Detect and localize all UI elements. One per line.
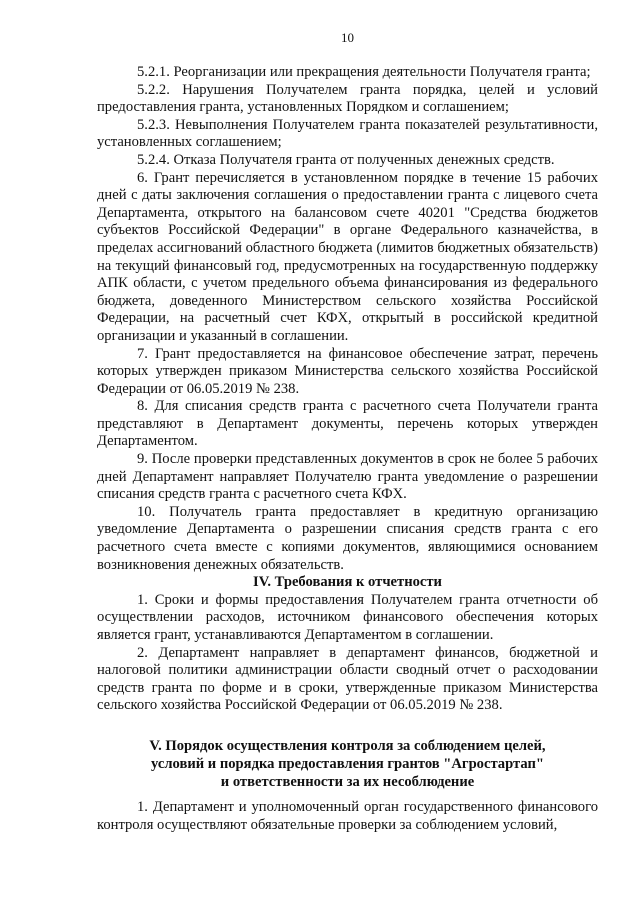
section-5-heading xyxy=(97,737,598,791)
paragraph-10: 10. Получатель гранта предоставляет в кредитную организацию уведомление Департамента о разрешении списания средств гранта с его расчетного счета вместе с копиями документов, являющимися основанием возникновения денежных обязательств. xyxy=(97,503,598,573)
section-5-heading-line: и ответственности за их несоблюдение xyxy=(220,773,475,790)
paragraph-5-2-4: 5.2.4. Отказа Получателя гранта от полученных денежных средств. xyxy=(137,151,555,168)
page-number: 10 xyxy=(341,30,354,45)
document-page xyxy=(97,30,598,834)
section-5-heading-line: V. Порядок осуществления контроля за соблюдением целей, xyxy=(149,737,546,754)
section-4-paragraph-1: 1. Сроки и формы предоставления Получателем гранта отчетности об осуществлении расходов, источником финансового обеспечения которых является грант, устанавливаются Департаментом в соглашении. xyxy=(97,591,598,643)
paragraph-5-2-2: 5.2.2. Нарушения Получателем гранта порядка, целей и условий предоставления гранта, установленных Порядком и соглашением; xyxy=(97,81,598,116)
section-4-paragraph-2: 2. Департамент направляет в департамент финансов, бюджетной и налоговой политики администрации области сводный отчет о расходовании средств гранта по форме и в сроки, утвержденные приказом Министерства сельского хозяйства Российской Федерации от 06.05.2019 № 238. xyxy=(97,644,598,714)
paragraph-9: 9. После проверки представленных документов в срок не более 5 рабочих дней Департамент направляет Получателю гранта уведомление о разрешении списания средств гранта с расчетного счета КФХ. xyxy=(97,451,598,503)
section-5-paragraph-1: 1. Департамент и уполномоченный орган государственного финансового контроля осуществляют обязательные проверки за соблюдением условий, xyxy=(97,798,598,833)
paragraph-6: 6. Грант перечисляется в установленном порядке в течение 15 рабочих дней с даты заключения соглашения о предоставлении гранта с лицевого счета Департамента, открытого на балансовом счете 40201 "Средства бюджетов субъектов Российской Федерации" в органе Федерального казначейства, в пределах ассигнований областного бюджета (лимитов бюджетных обязательств) на текущий финансовый год, предусмотренных на государственную поддержку АПК области, с учетом предельного объема финансирования из федерального бюджета, доведенного Министерством сельского хозяйства Российской Федерации, на расчетный счет КФХ, открытый в российской кредитной организации и указанный в соглашении. xyxy=(97,169,598,344)
paragraph-5-2-3: 5.2.3. Невыполнения Получателем гранта показателей результативности, установленных соглашением; xyxy=(97,116,598,151)
section-4-heading: IV. Требования к отчетности xyxy=(253,574,442,591)
paragraph-8: 8. Для списания средств гранта с расчетного счета Получатели гранта представляют в Департамент документы, перечень которых утвержден Департаментом. xyxy=(97,398,598,450)
section-5-heading-line: условий и порядка предоставления грантов "Агростартап" xyxy=(151,755,544,772)
paragraph-5-2-1: 5.2.1. Реорганизации или прекращения деятельности Получателя гранта; xyxy=(137,64,591,80)
paragraph-7: 7. Грант предоставляется на финансовое обеспечение затрат, перечень которых утвержден приказом Министерства сельского хозяйства Российской Федерации от 06.05.2019 № 238. xyxy=(97,345,598,397)
